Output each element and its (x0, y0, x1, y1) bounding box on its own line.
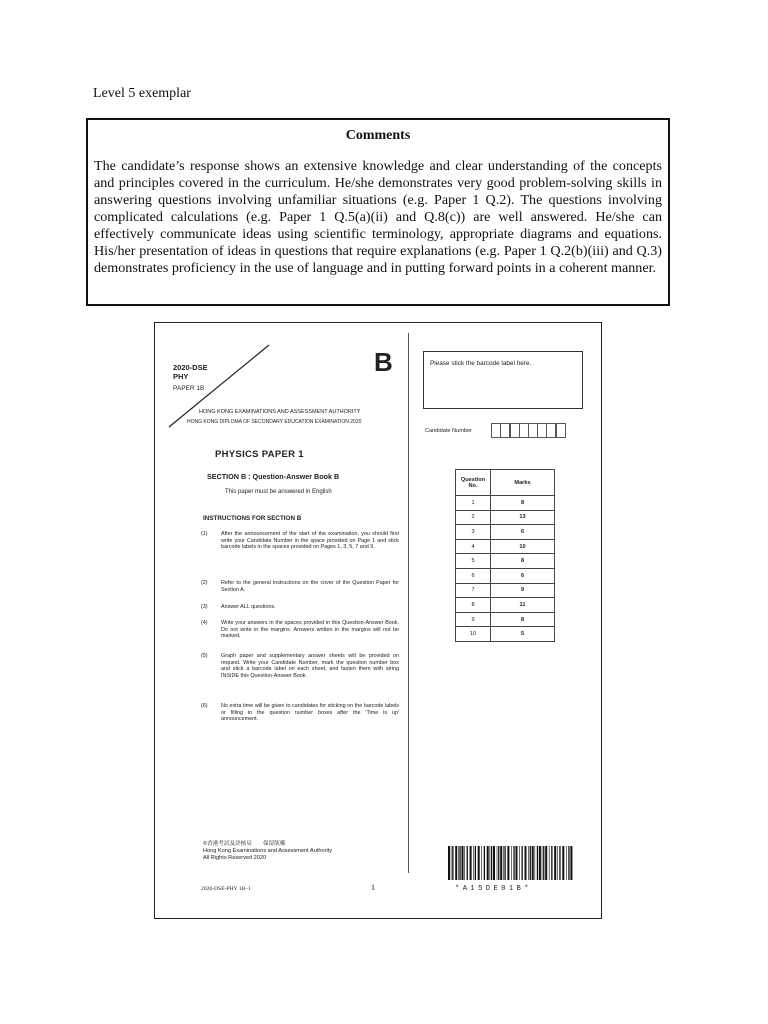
barcode-image (448, 846, 574, 882)
question-number: 8 (456, 598, 491, 613)
barcode-text: *A15DE01B* (455, 885, 533, 893)
barcode-bar (490, 846, 491, 880)
barcode-bar (451, 846, 452, 880)
barcode-bar (459, 846, 460, 880)
instructions-heading: INSTRUCTIONS FOR SECTION B (203, 515, 302, 522)
barcode-bar (504, 846, 505, 880)
barcode-bar (455, 846, 457, 880)
barcode-bar (519, 846, 520, 880)
comments-title: Comments (345, 128, 411, 143)
barcode-bar (511, 846, 512, 880)
barcode-bar (537, 846, 538, 880)
barcode-bar (542, 846, 543, 880)
barcode-bar (470, 846, 472, 880)
language-note: This paper must be answered in English (225, 489, 332, 495)
page-number: 1 (371, 883, 375, 892)
barcode-bar (493, 846, 495, 880)
barcode-bar (513, 846, 514, 880)
level-heading: Level 5 exemplar (93, 86, 191, 101)
page-divider (408, 333, 409, 873)
barcode-bar (554, 846, 556, 880)
marks-value: 6 (491, 568, 555, 583)
copyright-notice: ©香港考試及評核局 保留版權 Hong Kong Examinations and Assessment Authority All Rights Reserved 2020 (203, 841, 333, 861)
barcode-label-box (423, 351, 583, 409)
barcode-bar (525, 846, 527, 880)
candidate-number-boxes (492, 423, 566, 438)
question-number: 9 (456, 612, 491, 627)
marks-value: 9 (491, 583, 555, 598)
barcode-bar (498, 846, 499, 880)
marks-value: 10 (491, 539, 555, 554)
comments-body: The candidate’s response shows an extensive knowledge and clear understanding of the concepts and principles covered in the curriculum. He/she demonstrates very good problem-solving skills in answering questions involving unfamiliar situations (e.g. Paper 1 Q.2). The questions involving complicated calculations (e.g. Paper 1 Q.5(a)(ii) and Q.8(c)) are well answered. He/she can effectively communicate ideas using scientific terminology, appropriate diagrams and equations. His/her presentation of ideas in questions that require explanations (e.g. Paper 1 Q.2(b)(iii) and Q.3) demonstrates proficiency in the use of language and in putting forward points in a coherent manner. (94, 158, 662, 276)
candidate-number-label: Candidate Number (425, 428, 472, 434)
barcode-bar (448, 846, 450, 880)
barcode-bar (516, 846, 518, 880)
barcode-bar (503, 846, 504, 880)
barcode-bar (539, 846, 541, 880)
table-row (456, 525, 555, 540)
question-number: 1 (456, 496, 491, 511)
barcode-bar (452, 846, 453, 880)
barcode-bar (551, 846, 552, 880)
barcode-bar (549, 846, 550, 880)
question-number: 2 (456, 510, 491, 525)
barcode-bar (467, 846, 468, 880)
table-row (456, 539, 555, 554)
marks-value: 11 (491, 598, 555, 613)
table-row (456, 627, 555, 642)
table-row (456, 598, 555, 613)
barcode-bar (557, 846, 558, 880)
section-title: SECTION B : Question-Answer Book B (207, 472, 340, 481)
barcode-prompt: Please stick the barcode label here. (430, 360, 532, 367)
diploma-name: HONG KONG DIPLOMA OF SECONDARY EDUCATION EXAMINATION 2020 (187, 419, 362, 425)
barcode-bar (478, 846, 480, 880)
question-number: 7 (456, 583, 491, 598)
question-number: 6 (456, 568, 491, 583)
barcode-bar (522, 846, 523, 880)
question-no-header: Question No. (456, 470, 491, 496)
marks-value: 6 (491, 525, 555, 540)
barcode-bar (475, 846, 476, 880)
barcode-bar (497, 846, 498, 880)
barcode-bar (545, 846, 547, 880)
barcode-bar (530, 846, 531, 880)
barcode-bar (559, 846, 560, 880)
footer-code: 2020-DSE-PHY 1B–1 (201, 886, 251, 892)
question-number: 5 (456, 554, 491, 569)
marks-table (455, 469, 555, 642)
paper-code: 2020-DSE PHY (173, 363, 208, 381)
paper-subcode: PAPER 1B (173, 385, 205, 392)
barcode-bar (481, 846, 482, 880)
barcode-bar (473, 846, 474, 880)
exam-paper-cover-image: 2020-DSE PHY PAPER 1B B HONG KONG EXAMINATIONS AND ASSESSMENT AUTHORITY HONG KONG DIPLOMA OF SECONDARY EDUCATION EXAMINATION 2020 PHYSICS PAPER 1 SECTION B : Question-Answer Book B This paper must be answered in English INSTRUCTIONS FOR SECTION B (1) After the announcement of the start of the examination, you should first write your Candidate Number in the space provided on Page 1 and stick barcode labels in the spaces provided on Pages 1, 3, 5, 7 and 9. (2) Refer to the general instructions on the cover of the Question Paper for Section A. (3) Answer ALL questions. (4) Write your answers in the spaces provided in this Question-Answer Book. Do not write in the margins. Answers written in the margins will not be marked. (5) Graph paper and supplementary answer sheets will be provided on request. Write your Candidate Number, mark the question number box and stick a barcode label on each sheet, and fasten them with string INSIDE this Question-Answer Book. (6) No extra time will be given to candidates for sticking on the barcode labels or filling in the question number boxes after the 'Time is up' announcement. ©香港考試及評核局 保留版權 Hong Kong Examinations and Assessment Authority All Rights Reserved 2020 2020-DSE-PHY 1B–1 1 Please stick the barcode label here. Candidate Number Question No. Marks 1 8 2 13 3 6 4 10 5 8 6 6 7 9 8 11 9 8 10 5 *A15DE01B* (154, 322, 602, 919)
barcode-bar (487, 846, 489, 880)
comments-box (86, 118, 670, 306)
authority-name: HONG KONG EXAMINATIONS AND ASSESSMENT AUTHORITY (199, 409, 361, 415)
barcode-bar (532, 846, 534, 880)
marks-value: 8 (491, 496, 555, 511)
barcode-bar (507, 846, 509, 880)
table-row (456, 568, 555, 583)
table-row (456, 612, 555, 627)
barcode-bar (566, 846, 567, 880)
barcode-bar (462, 846, 464, 880)
barcode-bar (458, 846, 459, 880)
question-number: 10 (456, 627, 491, 642)
table-row (456, 510, 555, 525)
barcode-bar (528, 846, 529, 880)
table-row (456, 554, 555, 569)
marks-value: 13 (491, 510, 555, 525)
barcode-bar (464, 846, 465, 880)
marks-value: 8 (491, 554, 555, 569)
barcode-bar (491, 846, 492, 880)
barcode-bar (535, 846, 536, 880)
marks-header: Marks (491, 470, 555, 496)
marks-value: 5 (491, 627, 555, 642)
barcode-bar (543, 846, 544, 880)
question-number: 3 (456, 525, 491, 540)
barcode-bar (562, 846, 564, 880)
paper-title: PHYSICS PAPER 1 (215, 449, 304, 460)
barcode-bar (484, 846, 485, 880)
question-number: 4 (456, 539, 491, 554)
barcode-bar (500, 846, 502, 880)
barcode-bar (570, 846, 572, 880)
barcode-bar (568, 846, 569, 880)
book-letter: B (374, 347, 393, 377)
table-row (456, 496, 555, 511)
marks-value: 8 (491, 612, 555, 627)
table-row (456, 583, 555, 598)
